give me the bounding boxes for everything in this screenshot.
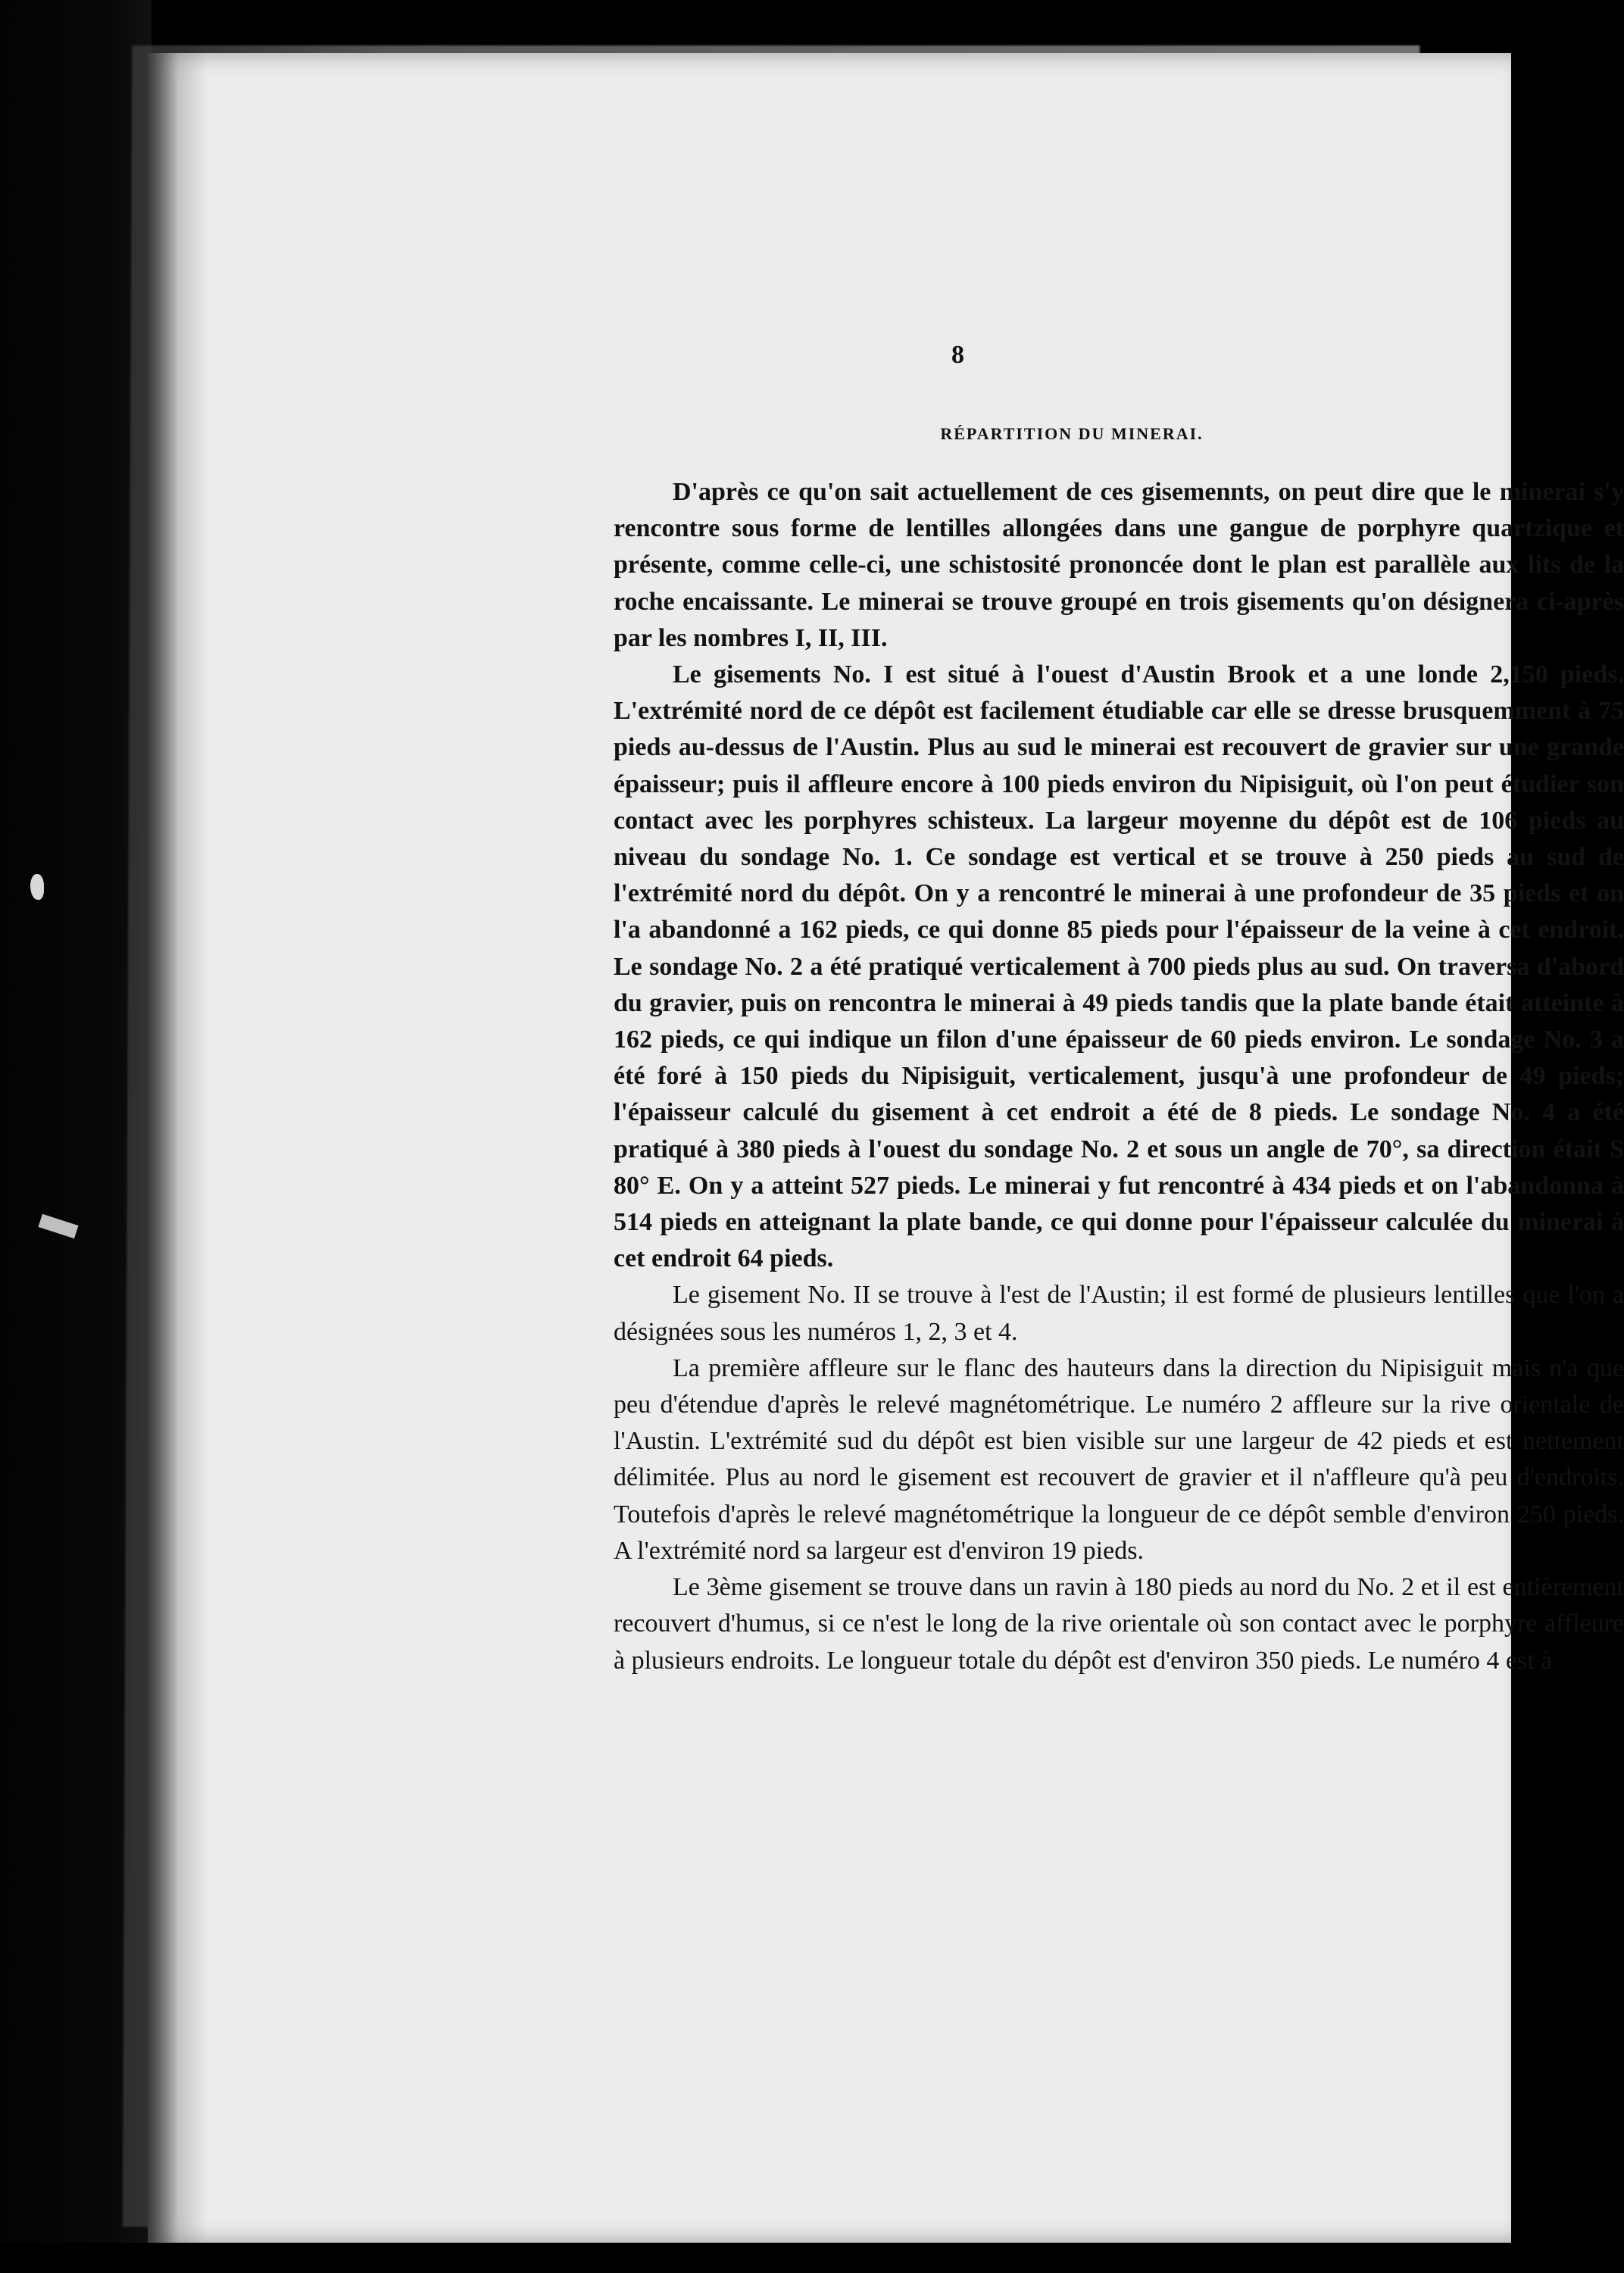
paragraph-1: D'après ce qu'on sait actuellement de ces gisemennts, on peut dire que le minerai s'y rencontre sous forme de lentilles allongées dans une gangue de porphyre quartzique et présente, comme celle-ci, une schistosité prononcée dont le plan est parallèle aux lits de la roche encaissante. Le minerai se trouve groupé en trois gisements qu'on désignera ci-après par les nombres I, II, III. <box>614 478 1624 652</box>
body-text <box>614 474 1624 1679</box>
paragraph-5: Le 3ème gisement se trouve dans un ravin à 180 pieds au nord du No. 2 et il est entièrement recouvert d'humus, si ce n'est le long de la rive orientale où son contact avec le porphyre affleure à plusieurs endroits. Le longueur totale du dépôt est d'environ 350 pieds. Le numéro 4 est à <box>614 1573 1624 1675</box>
page-number: 8 <box>951 341 965 369</box>
paragraph-2: Le gisements No. I est situé à l'ouest d'Austin Brook et a une londe 2,150 pieds. L'extrémité nord de ce dépôt est facilement étudiable car elle se dresse brusquemment à 75 pieds au-dessus de l'Austin. Plus au sud le minerai est recouvert de gravier sur une grande épaisseur; puis il affleure encore à 100 pieds environ du Nipisiguit, où l'on peut étudier son contact avec les porphyres schisteux. La largeur moyenne du dépôt est de 106 pieds au niveau du sondage No. 1. Ce sondage est vertical et se trouve à 250 pieds au sud de l'extrémité nord du dépôt. On y a rencontré le minerai à une profondeur de 35 pieds et on l'a abandonné a 162 pieds, ce qui donne 85 pieds pour l'épaisseur de la veine à cet endroit. Le sondage No. 2 a été pratiqué verticalement à 700 pieds plus au sud. On traversa d'abord du gravier, puis on rencontra le minerai à 49 pieds tandis que la plate bande était atteinte à 162 pieds, ce qui indique un filon d'une épaisseur de 60 pieds environ. Le sondage No. 3 a été foré à 150 pieds du Nipisiguit, verticalement, jusqu'à une profondeur de 49 pieds; l'épaisseur calculé du gisement à cet endroit a été de 8 pieds. Le sondage No. 4 a été pratiqué à 380 pieds à l'ouest du sondage No. 2 et sous un angle de 70°, sa direction était S 80° E. On y a atteint 527 pieds. Le minerai y fut rencontré à 434 pieds et on l'abandonna à 514 pieds en atteignant la plate bande, ce qui donne pour l'épaisseur calculée du minerai à cet endroit 64 pieds. <box>614 660 1624 1273</box>
paragraph-4: La première affleure sur le flanc des hauteurs dans la direction du Nipisiguit mais n'a que peu d'étendue d'après le relevé magnétométrique. Le numéro 2 affleure sur la rive orientale de l'Austin. L'extrémité sud du dépôt est bien visible sur une largeur de 42 pieds et est nettement délimitée. Plus au nord le gisement est recouvert de gravier et il n'affleure qu'à peu d'endroits. Toutefois d'après le relevé magnétométrique la longueur de ce dépôt semble d'environ 250 pieds. A l'extrémité nord sa largeur est d'environ 19 pieds. <box>614 1353 1624 1565</box>
section-title: RÉPARTITION DU MINERAI. <box>940 424 1204 443</box>
document-page <box>148 53 1624 2243</box>
page-gutter-shadow <box>148 53 208 2243</box>
paragraph-3: Le gisement No. II se trouve à l'est de l'Austin; il est formé de plusieurs lentilles que l'on a désignées sous les numéros 1, 2, 3 et 4. <box>614 1281 1624 1346</box>
